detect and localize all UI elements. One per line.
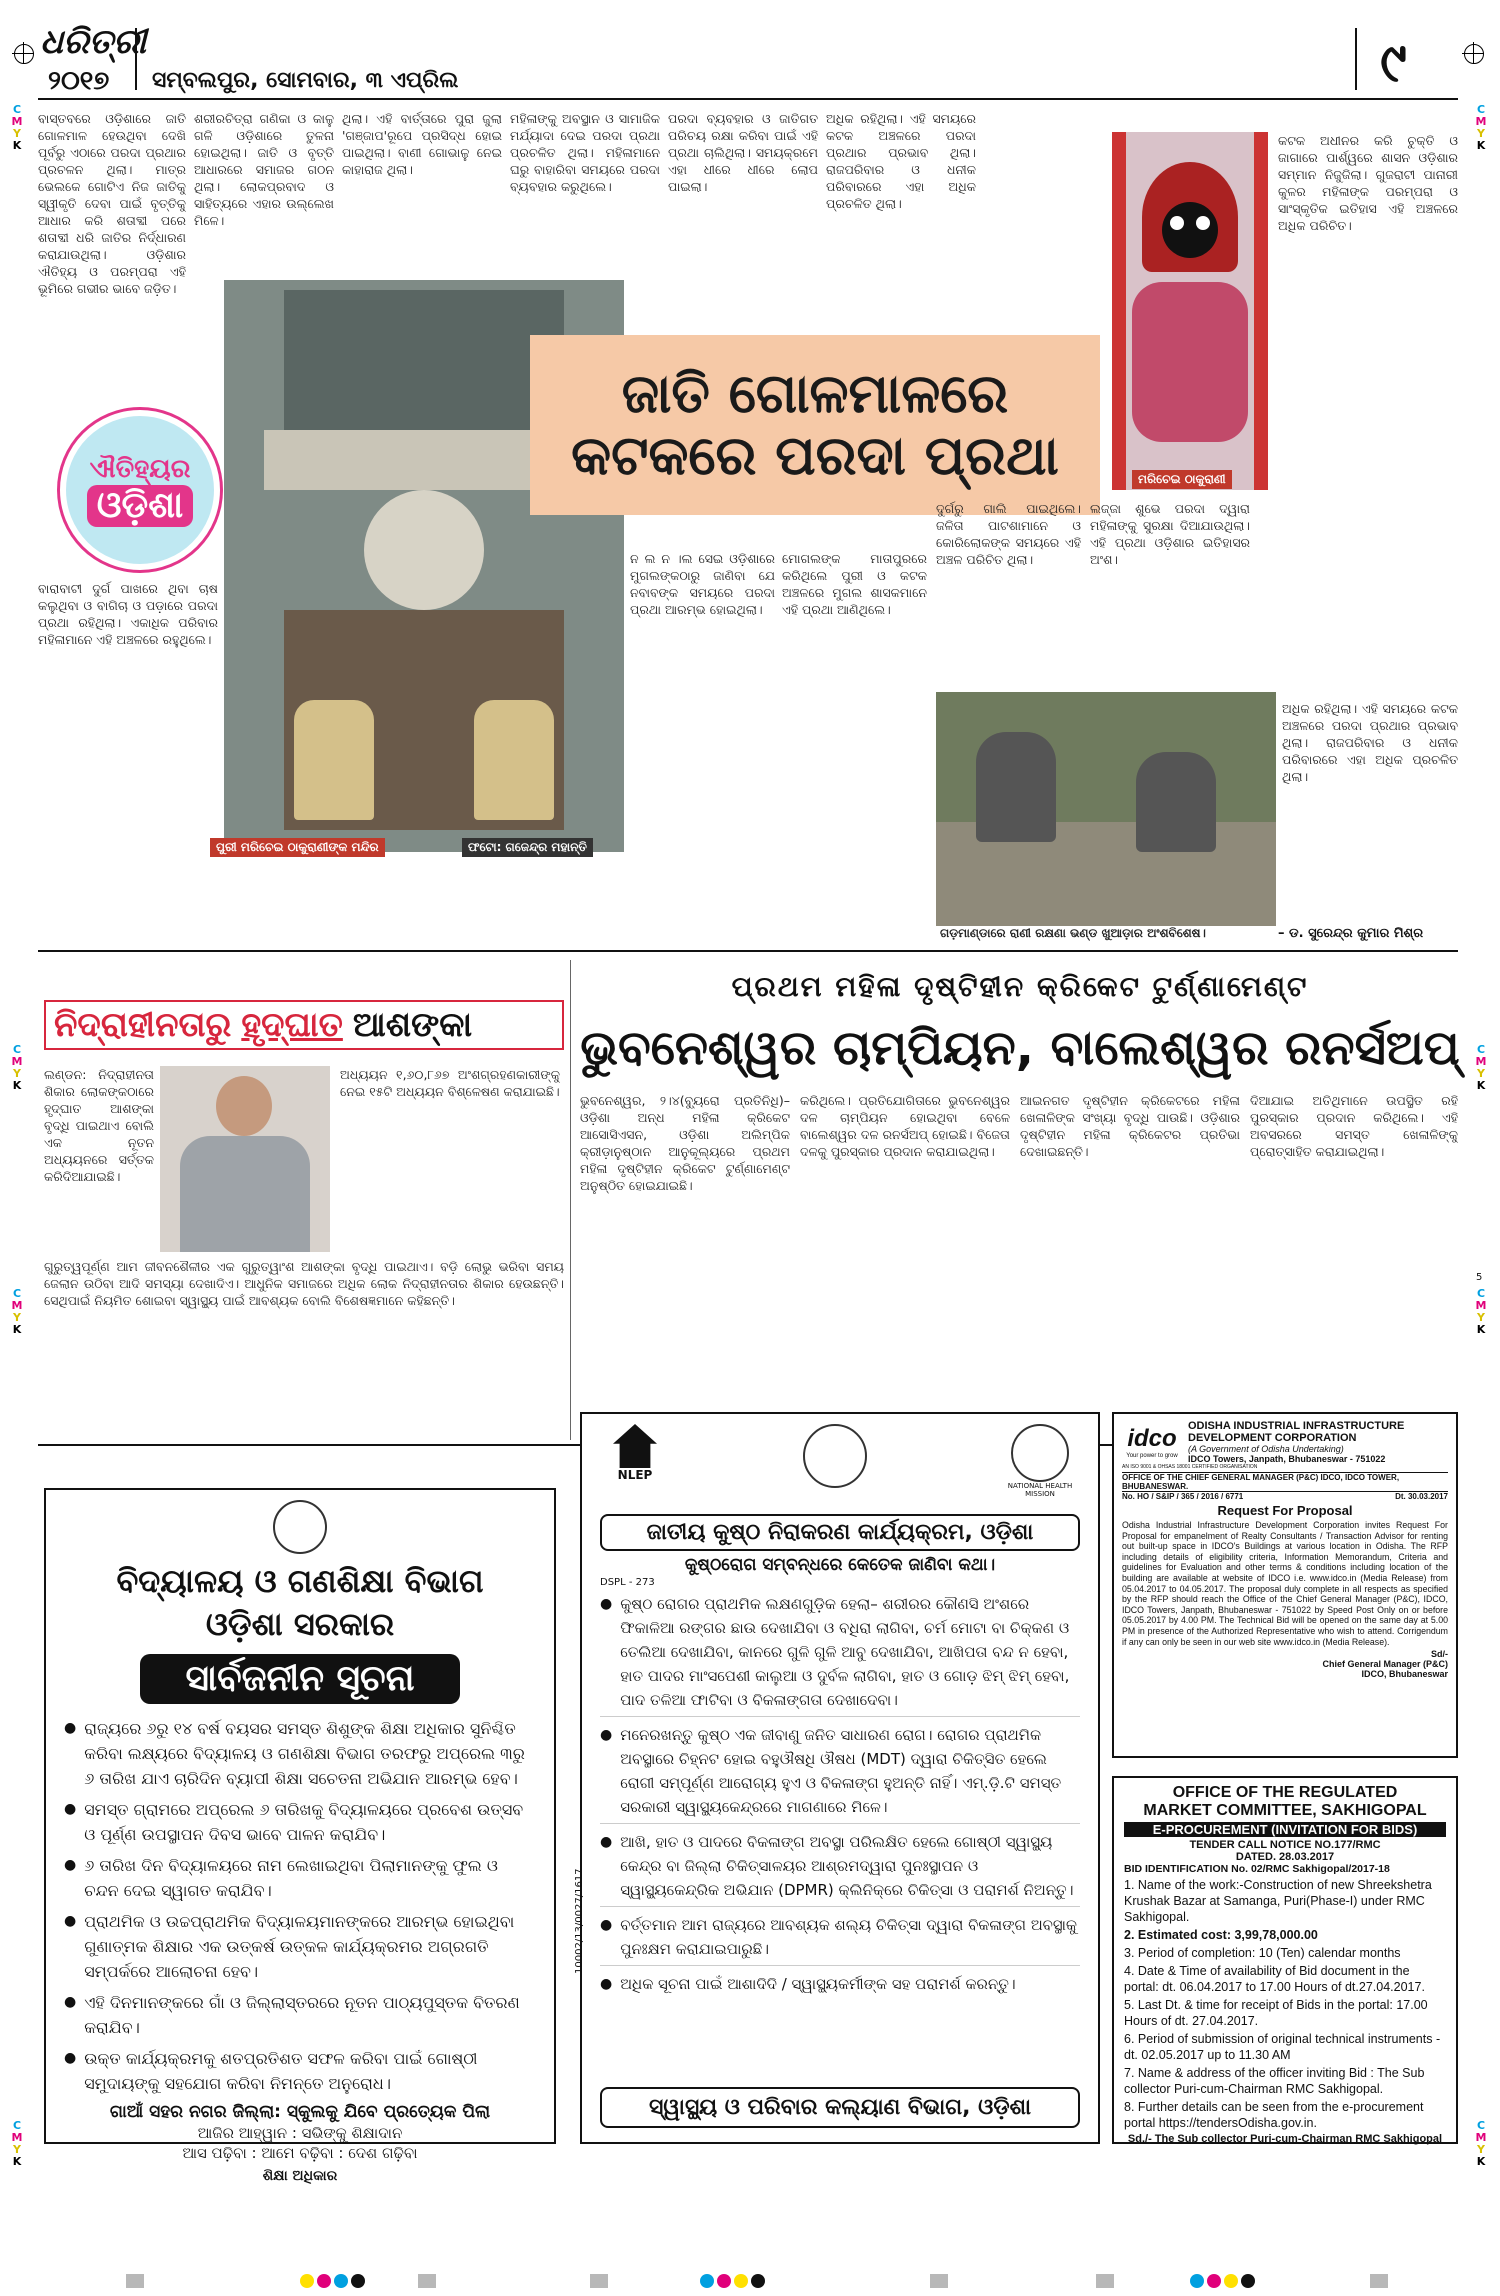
cricket-col2: କରିଥିଲେ। ପ୍ରତିଯୋଗିତାରେ ଭୁବନେଶ୍ୱର ଦଳ ଚାମ୍ପିୟନ ହୋଇଥିବା ବେଳେ ବାଲେଶ୍ୱର ଦଳ ରନର୍ସଅପ୍‌ ହୋଇଛି। ବିଜେତା ଦଳକୁ ପୁରସ୍କାର ପ୍ରଦାନ କରାଯାଇଥିଲା। [800, 1093, 1010, 1159]
cmyk-mark-left-1: C M Y K [11, 103, 23, 152]
print-grey-square [1370, 2274, 1388, 2288]
cricket-kicker: ପ୍ରଥମ ମହିଳା ଦୃଷ୍ଟିହୀନ କ୍ରିକେଟ ଟୁର୍ଣ୍ଣାମେଣ୍ଟ [731, 970, 1309, 1003]
tender-item: 6. Period of submission of original technical instruments - dt. 02.05.2017 up to 11.30 AM [1124, 2032, 1441, 2062]
nlep-logo [600, 1424, 670, 1482]
tender-item: 5. Last Dt. & time for receipt of Bids in the portal: 17.00 Hours of dt. 27.04.2017. [1124, 1998, 1428, 2028]
school-slogan3: ଆସ ପଢ଼ିବା : ଆମେ ବଢ଼ିବା : ଦେଶ ଗଢ଼ିବା [182, 2144, 418, 2162]
feature-col6-text: ଅଧିକ ରହିଥିଲା। ଏହି ସମୟରେ କଟକ ଅଞ୍ଚଳରେ ପରଦା ପ୍ରଥାର ପ୍ରଭାବ ଥିଲା। ରାଜପରିବାର ଓ ଧନୀକ ପରିବାରରେ ଏହା ଅଧିକ ପ୍ରଚଳିତ ଥିଲା। [826, 111, 976, 211]
school-bullet: ● ରାଜ୍ୟରେ ୬ରୁ ୧୪ ବର୍ଷ ବୟସର ସମସ୍ତ ଶିଶୁଙ୍କ ଶିକ୍ଷା ଅଧିକାର ସୁନିଶ୍ଚିତ କରିବା ଲକ୍ଷ୍ୟରେ ବିଦ୍ୟାଳୟ ଓ ଗଣଶିକ୍ଷା ବିଭାଗ ତରଫରୁ ଅପ୍ରେଲ ୩ରୁ ୬ ତାରିଖ ଯାଏ ଚାରିଦିନ ବ୍ୟାପୀ ଶିକ୍ଷା ସଚେତନା ଅଭିଯାନ ଆରମ୍ଭ ହେବ। [64, 1719, 525, 1788]
feature-headline-line1: ଜାତି ଗୋଳମାଳରେ [621, 362, 1009, 425]
health-headline-part3: ଆଶଙ୍କା [352, 1005, 473, 1045]
health-col2-text: ଅଧ୍ୟୟନ ୧,୬୦,୮୬୭ ଅଂଶଗ୍ରହଣକାରୀଙ୍କୁ ନେଇ ୧୫ଟି ଅଧ୍ୟୟନ ବିଶ୍ଳେଷଣ କରାଯାଇଛି। [340, 1067, 560, 1099]
tender-item: 4. Date & Time of availability of Bid document in the portal: dt. 06.04.2017 to 17.00 Hours of dt.27.04.2017. [1124, 1964, 1425, 1994]
tender-items [1124, 1877, 1446, 2131]
lions-photo [936, 692, 1276, 926]
cmyk-mark-right-2: C M Y K [1475, 1043, 1487, 1092]
health-headline-part1: ନିଦ୍ରାହୀନତାରୁ [54, 1005, 232, 1045]
idco-cert: AN ISO 9001 & OHSAS 18001 CERTIFIED ORGANISATION [1122, 1464, 1258, 1470]
health-col1-text: ଲଣ୍ଡନ: ନିଦ୍ରାହୀନତା ଶିକାର ଲୋକଙ୍କଠାରେ ହୃଦ୍‌ଘାତ ଆଶଙ୍କା ବୃଦ୍ଧି ପାଇଥାଏ ବୋଲି ଏକ ନୂତନ ଅଧ୍ୟୟନରେ ସର୍ତ୍ତକ କରିଦିଆଯାଇଛି। [44, 1067, 154, 1184]
cricket-headline: ଭୁବନେଶ୍ୱର ଚାମ୍ପିୟନ, ବାଲେଶ୍ୱର ରନର୍ସଅପ୍‌ [580, 1020, 1460, 1076]
paper-year: ୨୦୧୭ [48, 66, 110, 96]
cricket-col1: ଭୁବନେଶ୍ୱର, ୨।୪(ବ୍ୟୁରୋ ପ୍ରତିନିଧି)– ଓଡ଼ିଶା ଅନ୍ଧ ମହିଳା କ୍ରିକେଟ ଆସୋସିଏସନ, ଓଡ଼ିଶା ଅଲିମ୍ପିକ କ୍ରୀଡ଼ାନୁଷ୍ଠାନ ଆନୁକୂଲ୍ୟରେ ପ୍ରଥମ ମହିଳା ଦୃଷ୍ଟିହୀନ କ୍ରିକେଟ ଟୁର୍ଣ୍ଣାମେଣ୍ଟ ଅନୁଷ୍ଠିତ ହୋଇଯାଇଛି। [580, 1093, 790, 1193]
print-grey-square [930, 2274, 948, 2288]
idco-office-line: OFFICE OF THE CHIEF GENERAL MANAGER (P&C) IDCO, IDCO TOWER, BHUBANESWAR. [1122, 1472, 1448, 1492]
leprosy-bullet: ● ମନେରଖନ୍ତୁ କୁଷ୍ଠ ଏକ ଜୀବାଣୁ ଜନିତ ସାଧାରଣ ରୋଗ। ରୋଗର ପ୍ରାଥମିକ ଅବସ୍ଥାରେ ଚିହ୍ନଟ ହୋଇ ବହୁଔଷଧି ଔଷଧ (MDT) ଦ୍ୱାରା ଚିକିତ୍ସିତ ହେଲେ ରୋଗୀ ସମ୍ପୂର୍ଣ୍ଣ ଆରୋଗ୍ୟ ହୁଏ ଓ ବିକଳାଙ୍ଗ ହୁଅନ୍ତି ନାହିଁ। ଏମ୍.ଡ଼ି.ଟି ସମସ୍ତ ସରକାରୀ ସ୍ୱାସ୍ଥ୍ୟକେନ୍ଦ୍ରରେ ମାଗଣାରେ ମିଳେ। [600, 1723, 1080, 1824]
registration-mark-top-left [14, 44, 34, 64]
house-icon [613, 1424, 657, 1468]
leprosy-bullet: ● ବର୍ତ୍ତମାନ ଆମ ରାଜ୍ୟରେ ଆବଶ୍ୟକ ଶଲ୍ୟ ଚିକିତ୍ସା ଦ୍ୱାରା ବିକଳାଙ୍ଗ ଅବସ୍ଥାକୁ ପୁନଃକ୍ଷମ କରାଯାଇପାରୁଛି। [600, 1913, 1080, 1966]
leprosy-footer: ସ୍ୱାସ୍ଥ୍ୟ ଓ ପରିବାର କଲ୍ୟାଣ ବିଭାଗ, ଓଡ଼ିଶା [600, 2087, 1080, 2128]
nhm-logo [1000, 1424, 1080, 1498]
nhm-label: NATIONAL HEALTH MISSION [1007, 1482, 1073, 1498]
cmyk-mark-right-3: C M Y K [1475, 1287, 1487, 1336]
idco-org-sub: (A Government of Odisha Undertaking) [1188, 1444, 1344, 1454]
print-grey-square [590, 2274, 608, 2288]
feature-col4-text: ମହିଳାଙ୍କୁ ଅବସ୍ଥାନ ଓ ସାମାଜିକ ମର୍ଯ୍ୟାଦା ଦେଇ ପରଦା ପ୍ରଥା ପ୍ରଚଳିତ ଥିଲା। ମହିଳାମାନେ ଘରୁ ବାହାରିବା ସମୟରେ ପରଦା ବ୍ୟବହାର କରୁଥିଲେ। [510, 111, 660, 194]
school-notice-ad [44, 1488, 556, 2184]
cmyk-mark-left-2: C M Y K [11, 1043, 23, 1092]
idco-logo: idco Your power to grow [1126, 1425, 1178, 1459]
idco-ad [1112, 1412, 1458, 1758]
feature-byline: – ଡ. ସୁରେନ୍ଦ୍ର କୁମାର ମିଶ୍ର [1278, 926, 1424, 941]
chest-pain-photo [160, 1066, 330, 1252]
feature-lower-mid2-text: ମୋଗଲଙ୍କ ମାତାପୁରରେ କରିଥିଲେ ପୁରୀ ଓ କଟକ ଅଞ୍ଚଳରେ ମୁଗଲ ଶାସକମାନେ ଏହି ପ୍ରଥା ଆଣିଥିଲେ। [782, 551, 927, 617]
cricket-col4: ଦିଆଯାଇ ଅତିଥିମାନେ ଉପସ୍ଥିତ ରହି ପୁରସ୍କାର ପ୍ରଦାନ କରିଥିଲେ। ଏହି ଅବସରରେ ସମସ୍ତ ଖେଳାଳିଙ୍କୁ ପ୍ରୋତ୍ସାହିତ କରାଯାଇଥିଲା। [1250, 1093, 1458, 1159]
tender-dated: DATED. 28.03.2017 [1235, 1851, 1335, 1863]
registration-mark-top-right [1464, 44, 1484, 64]
school-dept-title: ବିଦ୍ୟାଳୟ ଓ ଗଣଶିକ୍ଷା ବିଭାଗ [116, 1562, 484, 1600]
tender-item: 1. Name of the work:-Construction of new Shreekshetra Krushak Bazar at Samanga, Puri(Phase-I) under RMC Sakhigopal. [1124, 1878, 1432, 1924]
school-bullets [64, 1716, 536, 2096]
odisha-emblem-icon [273, 1500, 327, 1554]
idco-signatory1: Chief General Manager (P&C) [1322, 1659, 1448, 1670]
school-govt: ଓଡ଼ିଶା ସରକାର [205, 1605, 395, 1643]
tender-item: 8. Further details can be seen from the e-procurement portal https://tendersOdisha.gov.in. [1124, 2100, 1424, 2130]
family-icon [1011, 1424, 1069, 1482]
tender-ad [1112, 1776, 1458, 2144]
color-swatch-set [1190, 2274, 1255, 2288]
idco-org-line2: DEVELOPMENT CORPORATION [1188, 1432, 1357, 1444]
tender-item: 2. Estimated cost: 3,99,78,000.00 [1124, 1928, 1318, 1942]
idol-photo [1112, 132, 1268, 490]
school-bullet: ● ପ୍ରାଥମିକ ଓ ଉଚ୍ଚପ୍ରାଥମିକ ବିଦ୍ୟାଳୟମାନଙ୍କରେ ଆରମ୍ଭ ହୋଇଥିବା ଗୁଣାତ୍ମକ ଶିକ୍ଷାର ଏକ ଉତ୍କର୍ଷ ଉତ୍କଳ କାର୍ଯ୍ୟକ୍ରମର ଅଗ୍ରଗତି ସମ୍ପର୍କରେ ଆଲୋଚନା ହେବ। [64, 1912, 515, 1981]
feature-lower-mid-text: ନ ଲ ନ ।ଲ ସେଇ ଓଡ଼ିଶାରେ ମୁଗଲଙ୍କଠାରୁ ଜାଣିବା ଯେ ନବାବଙ୍କ ସମୟରେ ପରଦା ପ୍ରଥା ଆରମ୍ଭ ହୋଇଥିଲା। [630, 551, 775, 617]
temple-caption: ପୁରୀ ମରିଚେଇ ଠାକୁରାଣୀଙ୍କ ମନ୍ଦିର [210, 838, 385, 857]
badge-line2: ଓଡ଼ିଶା [87, 485, 193, 527]
school-bullet: ● ଏହି ଦିନମାନଙ୍କରେ ଗାଁ ଓ ଜିଲ୍ଲାସ୍ତରରେ ନୂତନ ପାଠ୍ୟପୁସ୍ତକ ବିତରଣ କରାଯିବ। [64, 1993, 520, 2037]
tender-notice-no: TENDER CALL NOTICE NO.177/RMC [1189, 1839, 1381, 1851]
nlep-label: NLEP [617, 1468, 653, 1482]
cmyk-mark-left-4: C M Y K [11, 2119, 23, 2168]
page-number: ୯ [1380, 30, 1407, 94]
idco-sign: Sd/- [1431, 1649, 1448, 1660]
feature-lower-right-text: ଦୁର୍ଗରୁ ଗାଲି ପାଇଥିଲେ। ଜଳିତା ପାଟଶାମାନେ ଓ କୋରିଲୋକଙ୍କ ସମୟରେ ଏହି ଅଞ୍ଚଳ ପରିଚିତ ଥିଲା। [936, 501, 1081, 567]
print-grey-square [418, 2274, 436, 2288]
leprosy-bullet: ● ଅଧିକ ସୂଚନା ପାଇଁ ଆଶାଦିଦି / ସ୍ୱାସ୍ଥ୍ୟକର୍ମୀଙ୍କ ସହ ପରାମର୍ଶ କରନ୍ତୁ। [600, 1975, 1016, 1993]
school-notice-title: ସାର୍ବଜନୀନ ସୂଚନା [140, 1654, 460, 1704]
print-grey-square [1096, 2274, 1114, 2288]
dateline: ସମ୍ବଲପୁର, ସୋମବାର, ୩ ଏପ୍ରିଲ [152, 68, 459, 93]
cmyk-mark-left-3: C M Y K [11, 1287, 23, 1336]
tender-sign: Sd./- The Sub collector Puri-cum-Chairman RMC Sakhigopal [1127, 2133, 1443, 2145]
feature-lower-right2-text: ଲଜ୍ଜା ଶୁଭେ ପରଦା ଦ୍ୱାରା ମହିଳାଙ୍କୁ ସୁରକ୍ଷା ଦିଆଯାଉଥିଲା। ଏହି ପ୍ରଥା ଓଡ଼ିଶାର ଇତିହାସର ଅଂଶ। [1090, 501, 1250, 567]
page-edge-number: 5 [1476, 1272, 1483, 1283]
cmyk-mark-right-1: C M Y K [1475, 103, 1487, 152]
cricket-col3: ଆଇନଗତ ଦୃଷ୍ଟିହୀନ କ୍ରିକେଟରେ ମହିଳା ଖେଳାଳିଙ୍କ ସଂଖ୍ୟା ବୃଦ୍ଧି ପାଉଛି। ଓଡ଼ିଶାର ଦୃଷ୍ଟିହୀନ ମହିଳା କ୍ରିକେଟର ପ୍ରତିଭା ଦେଖାଇଛନ୍ତି। [1020, 1093, 1240, 1159]
health-full-text: ଗୁରୁତ୍ୱପୂର୍ଣ୍ଣ ଆମ ଜୀବନଶୈଳୀର ଏକ ଗୁରୁତ୍ୱାଂଶ ଆଶଙ୍କା ବୃଦ୍ଧି ପାଇଥାଏ। ବଡ଼ି ଲୋଭୁ ଭରିବା ସମୟ ଜେଲାନ ଉଠିବା ଆଦି ସମସ୍ୟା ଦେଖାଦିଏ। ଆଧୁନିକ ସମାଜରେ ଅଧିକ ଲୋକ ନିଦ୍ରାହୀନତାର ଶିକାର ହେଉଛନ୍ତି। ସେଥିପାଇଁ ନିୟମିତ ଶୋଇବା ସ୍ୱାସ୍ଥ୍ୟ ପାଇଁ ଆବଶ୍ୟକ ବୋଲି ବିଶେଷଜ୍ଞମାନେ କହିଛନ୍ତି। [44, 1259, 564, 1308]
health-headline [44, 1000, 564, 1050]
leprosy-dspl: DSPL - 273 [600, 1577, 655, 1588]
leprosy-title: ଜାତୀୟ କୁଷ୍ଠ ନିରାକରଣ କାର୍ଯ୍ୟକ୍ରମ, ଓଡ଼ିଶା [600, 1514, 1080, 1551]
tender-office-line2: MARKET COMMITTEE, SAKHIGOPAL [1143, 1802, 1427, 1819]
tender-item: 7. Name & address of the officer inviting Bid : The Sub collector Puri-cum-Chairman RMC Sakhigopal. [1124, 2066, 1425, 2096]
feature-intro-text: ବାସ୍ତବରେ ଓଡ଼ିଶାରେ ଜାତି ଗୋଳମାଳ ହେଉଥିବା ଦେଖି ପୂର୍ବରୁ ଏଠାରେ ପରଦା ପ୍ରଥାର ପ୍ରଚଳନ ଥିଲା। ମାତ୍ର ଭେଲକେ ଗୋଟିଏ ନିଜ ଜାତିକୁ ସ୍ୱୀକୃତି ଦେବା ପାଇଁ ବୃତ୍ତିକୁ ଆଧାର କରି ଶତାବ୍ଦୀ ପରେ ଶତାବ୍ଦୀ ଧରି ଜାତିର ନିର୍ଦ୍ଧାରଣ କରାଯାଉଥିଲା। ଓଡ଼ିଶାର ଐତିହ୍ୟ ଓ ପରମ୍ପରା ଏହି ଭୂମିରେ ଗଭୀର ଭାବେ ଜଡ଼ିତ। [38, 111, 186, 296]
school-bullet: ● ସମସ୍ତ ଗ୍ରାମରେ ଅପ୍ରେଲ ୬ ତାରିଖକୁ ବିଦ୍ୟାଳୟରେ ପ୍ରବେଶ ଉତ୍ସବ ଓ ପୂର୍ଣ୍ଣ ଉପସ୍ଥାପନ ଦିବସ ଭାବେ ପାଳନ କରାଯିବ। [64, 1800, 524, 1844]
photo-credit: ଫଟୋ: ଗଜେନ୍ଦ୍ର ମହାନ୍ତି [462, 838, 593, 857]
feature-col5-text: ପରଦା ବ୍ୟବହାର ଓ ଜାତିଗତ ପରିଚୟ ରକ୍ଷା କରିବା ପାଇଁ ଏହି ପ୍ରଥା ଚାଲିଥିଲା। ସମୟକ୍ରମେ ଏହା ଧୀରେ ଧୀରେ ଲୋପ ପାଇଲା। [668, 111, 818, 194]
feature-lower-left-text: ବାରାବାଟୀ ଦୁର୍ଗ ପାଖରେ ଥିବା ଚାଷ କଲୁଥିବା ଓ ବାଗିଚା ଓ ପଡ଼ାରେ ପରଦା ପ୍ରଥା ରହିଥିଲା। ଏକାଧିକ ପରିବାର ମହିଳାମାନେ ଏହି ଅଞ୍ଚଳରେ ରହୁଥିଲେ। [38, 581, 218, 647]
school-bullet: ● ୬ ତାରିଖ ଦିନ ବିଦ୍ୟାଳୟରେ ନାମ ଲେଖାଇଥିବା ପିଲାମାନଙ୍କୁ ଫୁଲ ଓ ଚନ୍ଦନ ଦେଇ ସ୍ୱାଗତ କରାଯିବ। [64, 1856, 498, 1900]
feature-right-col-text: କଟକ ଅଧୀନର କରି ଚୁକ୍ତି ଓ ଜାଗାରେ ପାର୍ଶ୍ୱରେ ଶାସନ ଓଡ଼ିଶାର ସମ୍ମାନ ନିଜୁଜିଲା। ଗୁଜରାଟୀ ପାନାରୀ କୁଳର ମହିଳାଙ୍କ ପରମ୍ପରା ଓ ସାଂସ୍କୃତିକ ଇତିହାସ ଏହି ଅଞ୍ଚଳରେ ଅଧିକ ପରିଚିତ। [1278, 133, 1458, 233]
health-headline-part2: ହୃଦ୍‌ଘାତ [241, 1005, 343, 1045]
idco-ref-date: Dt. 30.03.2017 [1395, 1492, 1448, 1501]
badge-line1: ଐତିହ୍ୟର [89, 453, 191, 484]
heritage-badge [60, 410, 220, 570]
cmyk-mark-right-4: C M Y K [1475, 2119, 1487, 2168]
idco-title: Request For Proposal [1217, 1503, 1353, 1518]
tender-eproc: E-PROCUREMENT (INVITATION FOR BIDS) [1124, 1822, 1446, 1837]
tender-office-line1: OFFICE OF THE REGULATED [1172, 1784, 1398, 1801]
tender-item: 3. Period of completion: 10 (Ten) calendar months [1124, 1946, 1401, 1960]
idco-signatory2: IDCO, Bhubaneswar [1361, 1669, 1448, 1680]
feature-headline-box [530, 335, 1100, 515]
school-bullet: ● ଉକ୍ତ କାର୍ଯ୍ୟକ୍ରମକୁ ଶତପ୍ରତିଶତ ସଫଳ କରିବା ପାଇଁ ଗୋଷ୍ଠୀ ସମୁଦାୟଙ୍କୁ ସହଯୋଗ କରିବା ନିମନ୍ତେ ଅନୁରୋଧ। [64, 2049, 478, 2093]
idco-address: IDCO Towers, Janpath, Bhubaneswar - 751022 [1188, 1454, 1386, 1464]
leprosy-bullet: ● କୁଷ୍ଠ ରୋଗର ପ୍ରାଥମିକ ଲକ୍ଷଣଗୁଡ଼ିକ ହେଲା– ଶରୀରର କୌଣସି ଅଂଶରେ ଫିକାଳିଆ ରଙ୍ଗର ଛାଉ ଦେଖାଯିବା ଓ ବଧିରା ଲାଗିବା, ଚର୍ମ ମୋଟା ବା ଚିକ୍କଣ ଓ ତେଲିଆ ଦେଖାଯିବା, କାନରେ ଗୁଳି ଗୁଳି ଆବୁ ଦେଖାଯିବା, ଆଖିପତା ବନ୍ଦ ନ ହେବା, ହାତ ପାଦର ମାଂସପେଶୀ କାଲୁଆ ଓ ଦୁର୍ବଳ ଲାଗିବା, ହାତ ଓ ଗୋଡ଼ ଝିମ୍ ଝିମ୍ ହେବା, ପାଦ ତଳିଆ ଫାଟିବା ଓ ବିକଳାଙ୍ଗତା ଦେଖାଦେବା। [600, 1592, 1080, 1717]
idco-org-line1: ODISHA INDUSTRIAL INFRASTRUCTURE [1188, 1420, 1405, 1432]
feature-col2-text: ଶରୀରଚିତ୍ରା ଗଣିକା ଓ କାଳୁ ଗଳି ଓଡ଼ିଶାରେ ତୁଳନା ହୋଇଥିଲା। ଜାତି ଓ ବୃତ୍ତି ଆଧାରରେ ସମାଜର ଗଠନ ଥିଲା। ଲୋକପ୍ରବାଦ ଓ ସାହିତ୍ୟରେ ଏହାର ଉଲ୍ଲେଖ ମିଳେ। [194, 111, 334, 228]
shiksha-adhikar-logo: ଶିକ୍ଷା ଅଧିକାର [262, 2168, 338, 2184]
leprosy-subtitle: କୁଷ୍ଠରୋଗ ସମ୍ବନ୍ଧରେ କେତେକ ଜାଣିବା କଥା। [684, 1555, 996, 1575]
idco-body: Odisha Industrial Infrastructure Development Corporation invites Request For Proposal for empanelment of Realty Consultants / Transaction Advisor for renting out built-up space in IDCO's Buildings at various location in Odisha. The RFP including details of eligibility criteria, Information Memorandum, Criteria and guidelines for Evaluation and other terms & conditions including location of the building are available at website of IDCO i.e. www.idco.in (Media Release) from 05.04.2017 to 04.05.2017. The proposal duly complete in all respects as specified by the RFP should reach the Office of the Chief General Manager (P&C), IDCO, IDCO Towers, Janpath, Bhubaneswar - 751022 by Speed Post Only on or before 05.05.2017 by 4.00 PM. The Technical Bid will be opened on the same day at 5.00 PM in presence of the Authorized Representative who wish to attend. Corrigendum if any can only be seen in our web site www.idco.in (Media Release). [1122, 1520, 1448, 1647]
lions-caption: ଗଡ଼ମାଣ୍ଡାରେ ରାଣୀ ରକ୍ଷଣା ଭଣ୍ଡ ଖୁଆଡ଼ାର ଅଂଶବିଶେଷ। [940, 926, 1206, 940]
tender-bid-id: BID IDENTIFICATION No. 02/RMC Sakhigopal/2017-18 [1124, 1863, 1390, 1875]
masthead [0, 0, 1500, 100]
paper-name: ଧରିତ୍ରୀ [40, 22, 147, 62]
color-swatch-set [300, 2274, 365, 2288]
feature-headline-line2: କଟକରେ ପରଦା ପ୍ରଥା [571, 424, 1059, 487]
feature-byline-text-col: ଅଧିକ ରହିଥିଲା। ଏହି ସମୟରେ କଟକ ଅଞ୍ଚଳରେ ପରଦା ପ୍ରଥାର ପ୍ରଭାବ ଥିଲା। ରାଜପରିବାର ଓ ଧନୀକ ପରିବାରରେ ଏହା ଅଧିକ ପ୍ରଚଳିତ ଥିଲା। [1282, 701, 1458, 784]
leprosy-bullet: ● ଆଖି, ହାତ ଓ ପାଦରେ ବିକଳାଙ୍ଗ ଅବସ୍ଥା ପରିଲକ୍ଷିତ ହେଲେ ଗୋଷ୍ଠୀ ସ୍ୱାସ୍ଥ୍ୟ କେନ୍ଦ୍ର ବା ଜିଲ୍ଲା ଚିକିତ୍ସାଳୟର ଆଶ୍ରମଦ୍ୱାରା ପୁନଃସ୍ଥାପନ ଓ ସ୍ୱାସ୍ଥ୍ୟକେନ୍ଦ୍ରିକ ଅଭିଯାନ (DPMR) କ୍ଲିନିକ୍‌ରେ ଚିକିତ୍ସା ଓ ପରାମର୍ଶ ନିଅନ୍ତୁ। [600, 1830, 1080, 1907]
color-swatch-set [700, 2274, 765, 2288]
odisha-emblem-icon [803, 1424, 867, 1488]
print-grey-square [126, 2274, 144, 2288]
idol-caption: ମରିଚେଇ ଠାକୁରାଣୀ [1132, 470, 1232, 489]
feature-col3-text: ଥିଲା। ଏହି ବାର୍ତ୍ତାରେ ପୁରା ଜୁଲା 'ଗଞ୍ଜାପ'ରୂପେ ପ୍ରସିଦ୍ଧ ହୋଇ ପାଇଥିଲା। ବାଣୀ ଗୋଭାଳୁ ନେଇ କାହାରାଜ ଥିଲା। [342, 111, 502, 177]
leprosy-ad [574, 1412, 1100, 2144]
leprosy-bullets [600, 1592, 1080, 1996]
school-slogan1: ଗାଆଁ ସହର ନଗର ଜିଲ୍ଲା: ସ୍କୁଲକୁ ଯିବେ ପ୍ରତ୍ୟେକ ପିଲା [109, 2102, 491, 2122]
school-slogan2: ଆଜିର ଆହ୍ୱାନ : ସଭିଙ୍କୁ ଶିକ୍ଷାଦାନ [197, 2124, 403, 2142]
idco-ref-no: No. HO / S&IP / 365 / 2016 / 6771 [1122, 1492, 1244, 1501]
leprosy-side-code: 10002/13/0027/1617 [574, 1868, 585, 1974]
